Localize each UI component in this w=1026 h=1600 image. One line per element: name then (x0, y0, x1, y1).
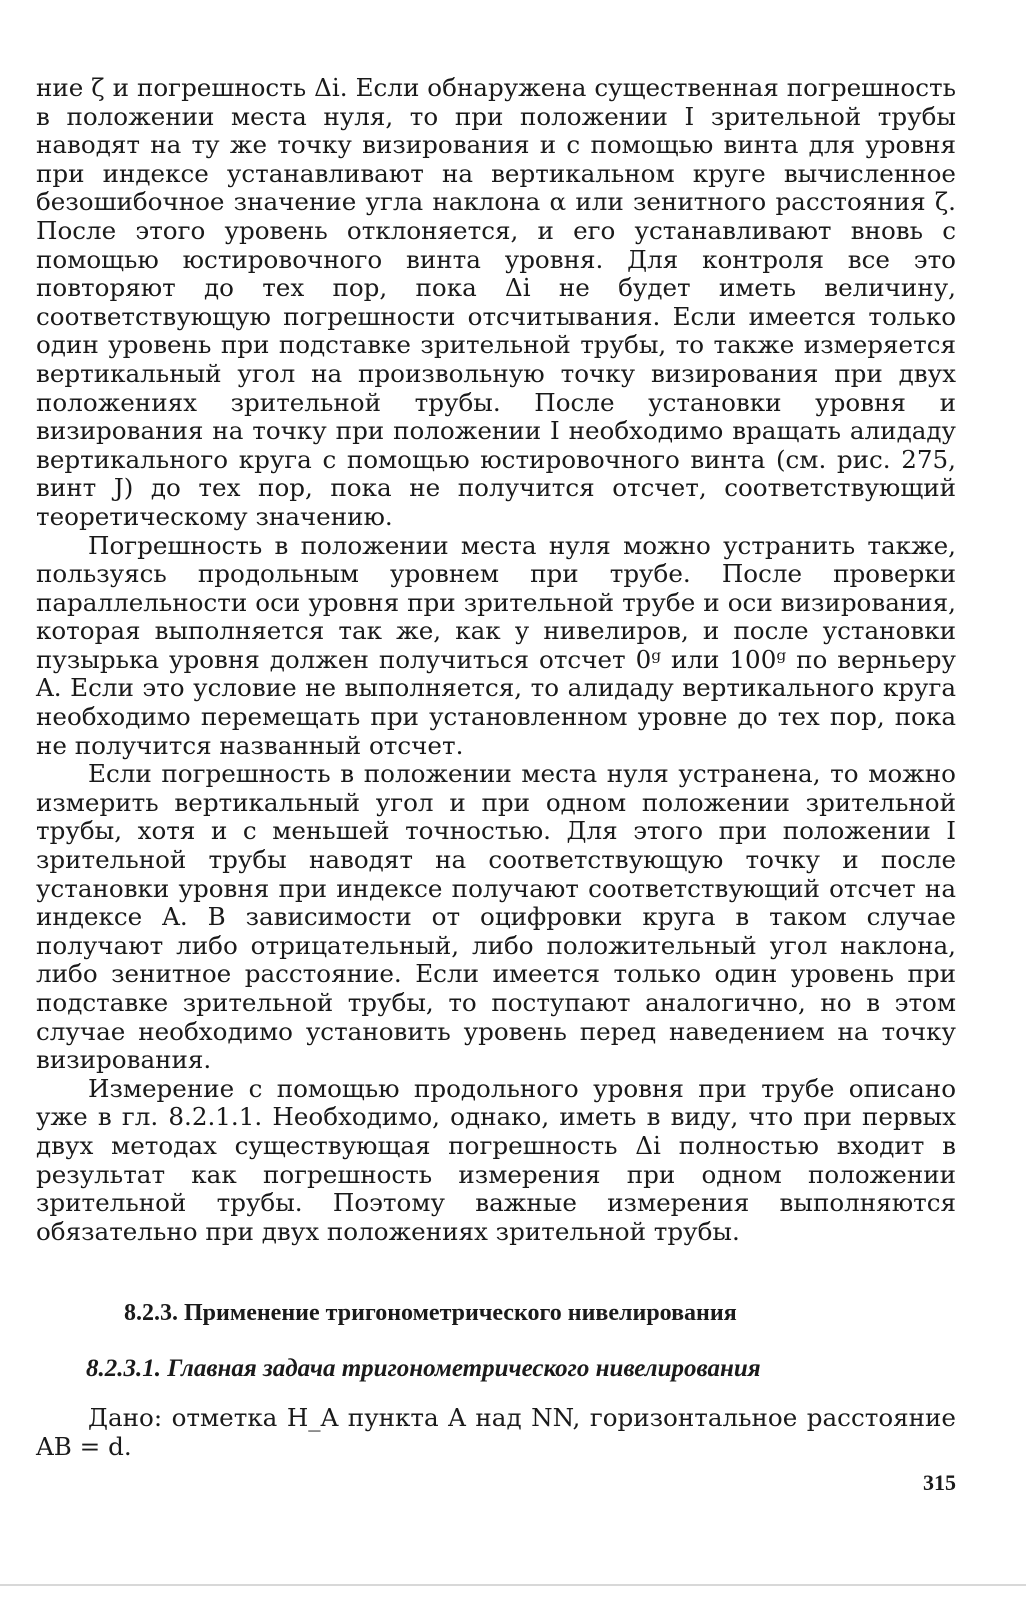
subsection-heading: 8.2.3.1. Главная задача тригонометрического нивелирования (86, 1355, 761, 1382)
page-bottom-edge (0, 1584, 1026, 1586)
paragraph-2: Погрешность в положении места нуля можно устранить также, пользуясь продольным уровнем при трубе. После проверки параллельности оси уровня при зрительной трубе и оси визирования, которая выполняется так же, как у нивелиров, и после установки пузырька уровня должен получиться отсчет 0ᵍ или 100ᵍ по верньеру A. Если это условие не выполняется, то алидаду вертикального круга необходимо перемещать при установленном уровне до тех пор, пока не получится названный отсчет. (36, 530, 956, 760)
paragraph-3: Если погрешность в положении места нуля устранена, то можно измерить вертикальный угол и при одном положении зрительной трубы, хотя и с меньшей точностью. Для этого при положении I зрительной трубы наводят на соответствующую точку и после установки уровня при индексе получают соответствующий отсчет на индексе A. В зависимости от оцифровки круга в таком случае получают либо отрицательный, либо положительный угол наклона, либо зенитное расстояние. Если имеется только один уровень при подставке зрительной трубы, то поступают аналогично, но в этом случае необходимо установить уровень перед наведением на точку визирования. (36, 759, 956, 1075)
body-text (36, 74, 956, 1246)
paragraph-1: ние ζ и погрешность Δi. Если обнаружена существенная погрешность в положении места нуля, то при положении I зрительной трубы наводят на ту же точку визирования и с помощью винта для уровня при индексе устанавливают на вертикальном круге вычисленное безошибочное значение угла наклона α или зенитного расстояния ζ. После этого уровень отклоняется, и его устанавливают вновь с помощью юстировочного винта уровня. Для контроля все это повторяют до тех пор, пока Δi не будет иметь величину, соответствующую погрешности отсчитывания. Если имеется только один уровень при подставке зрительной трубы, то также измеряется вертикальный угол на произвольную точку визирования при двух положениях зрительной трубы. После установки уровня и визирования на точку при положении I необходимо вращать алидаду вертикального круга с помощью юстировочного винта (см. рис. 275, винт J) до тех пор, пока не получится отсчет, соответствующий теоретическому значению. (36, 73, 956, 531)
section-heading: 8.2.3. Применение тригонометрического нивелирования (124, 1300, 737, 1326)
paragraph-4: Измерение с помощью продольного уровня при трубе описано уже в гл. 8.2.1.1. Необходимо, однако, иметь в виду, что при первых двух методах существующая погрешность Δi полностью входит в результат как погрешность измерения при одном положении зрительной трубы. Поэтому важные измерения выполняются обязательно при двух положениях зрительной трубы. (36, 1073, 956, 1246)
page-number: 315 (923, 1470, 956, 1495)
given-statement: Дано: отметка H_A пункта A над NN, горизонтальное расстояние AB = d. (36, 1403, 956, 1461)
